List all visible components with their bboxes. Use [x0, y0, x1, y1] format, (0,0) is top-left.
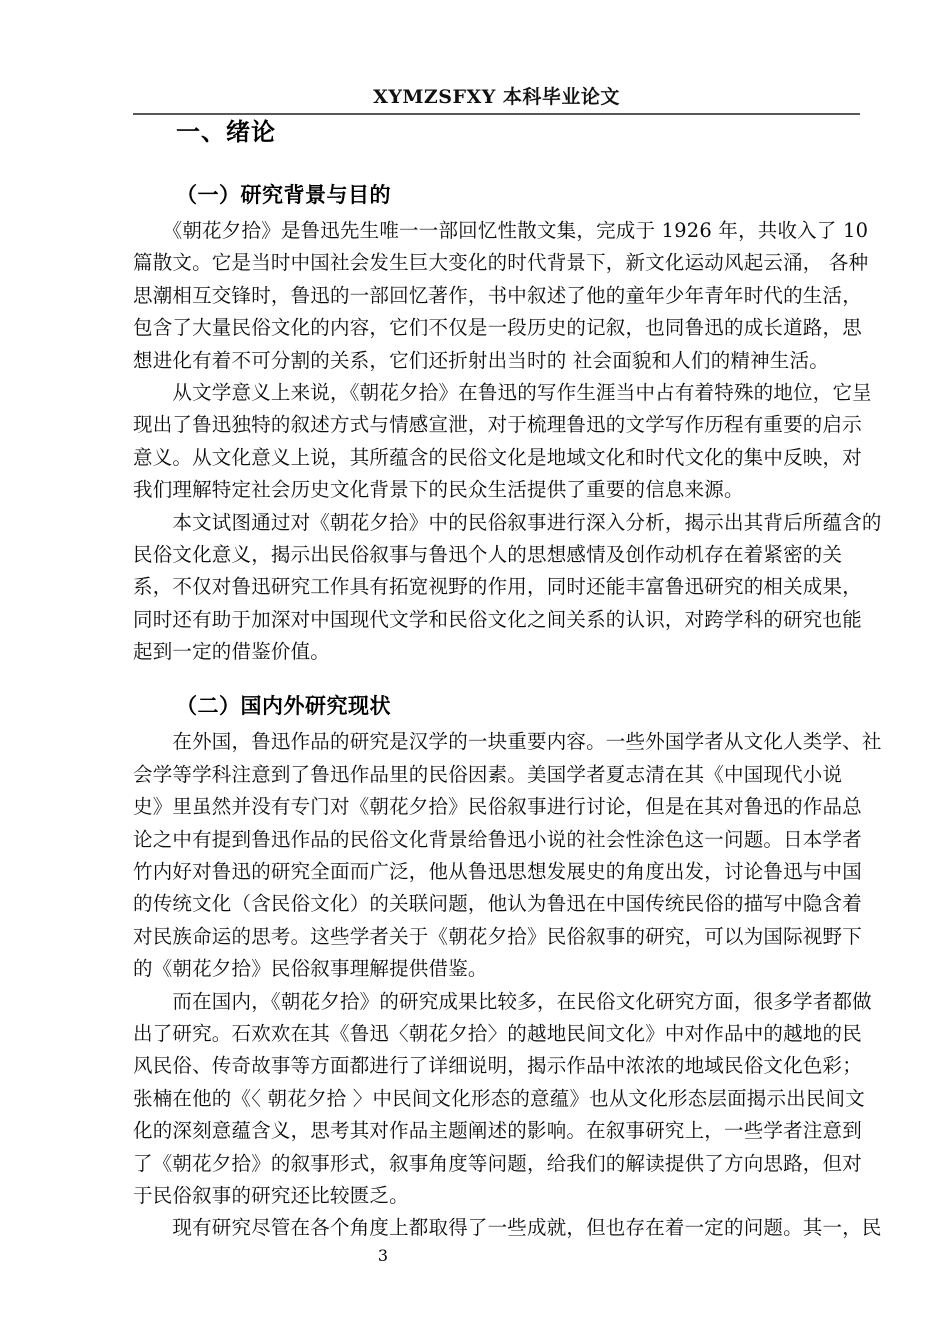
text-line: 包含了大量民俗文化的内容，它们不仅是一段历史的记叙，也同鲁迅的成长道路，思: [133, 316, 862, 340]
text-line: 现有研究尽管在各个角度上都取得了一些成就，但也存在着一定的问题。其一，民: [133, 1216, 882, 1240]
text-line: 想进化有着不可分割的关系，它们还折射出当时的 社会面貌和人们的精神生活。: [133, 348, 829, 372]
text-line: 的传统文化（含民俗文化）的关联问题，他认为鲁迅在中国传统民俗的描写中隐含着: [133, 892, 862, 916]
running-header-title: XYMZSFXY 本科毕业论文: [373, 86, 620, 108]
text-line: 了《朝花夕拾》的叙事形式，叙事角度等问题，给我们的解读提供了方向思路，但对: [133, 1151, 862, 1175]
running-header: [133, 88, 860, 115]
section-heading-1: （一）研究背景与目的: [176, 184, 391, 207]
text-line: 史》里虽然并没有专门对《朝花夕拾》民俗叙事进行讨论，但是在其对鲁迅的作品总: [133, 795, 862, 819]
chapter-heading: 一、绪论: [176, 119, 276, 146]
text-line: 而在国内，《朝花夕拾》的研究成果比较多，在民俗文化研究方面，很多学者都做: [133, 989, 872, 1013]
text-line: 同时还有助于加深对中国现代文学和民俗文化之间关系的认识，对跨学科的研究也能: [133, 607, 862, 631]
text-line: 化的深刻意蕴含义，思考其对作品主题阐述的影响。在叙事研究上，一些学者注意到: [133, 1119, 862, 1143]
paragraph-4: [133, 726, 882, 985]
page-number: 3: [377, 1246, 389, 1265]
text-line: 意义。从文化意义上说，其所蕴含的民俗文化是地域文化和时代文化的集中反映，对: [133, 445, 862, 469]
paragraph-2: [133, 377, 872, 507]
text-line: 张楠在他的《〈 朝花夕拾 〉中民间文化形态的意蕴》也从文化形态层面揭示出民间文: [133, 1086, 865, 1110]
section-heading-2: （二）国内外研究现状: [176, 695, 391, 719]
text-line: 在外国，鲁迅作品的研究是汉学的一块重要内容。一些外国学者从文化人类学、社: [133, 730, 882, 754]
text-line: 风民俗、传奇故事等方面都进行了详细说明，揭示作品中浓浓的地域民俗文化色彩；: [133, 1054, 862, 1078]
text-line: 起到一定的借鉴价值。: [133, 640, 331, 664]
paragraph-3: [133, 507, 882, 669]
text-line: 的《朝花夕拾》民俗叙事理解提供借鉴。: [133, 957, 488, 981]
document-body: [133, 170, 882, 1245]
text-line: 本文试图通过对《朝花夕拾》中的民俗叙事进行深入分析，揭示出其背后所蕴含的: [133, 510, 882, 534]
paragraph-1: [133, 215, 869, 377]
text-line: 对民族命运的思考。这些学者关于《朝花夕拾》民俗叙事的研究，可以为国际视野下: [133, 924, 862, 948]
text-line: 出了研究。石欢欢在其《鲁迅〈朝花夕拾〉的越地民间文化》中对作品中的越地的民: [133, 1021, 862, 1045]
header-divider: [133, 113, 860, 115]
text-line: 我们理解特定社会历史文化背景下的民众生活提供了重要的信息来源。: [133, 478, 744, 502]
text-line: 现出了鲁迅独特的叙述方式与情感宣泄，对于梳理鲁迅的文学写作历程有重要的启示: [133, 413, 862, 437]
text-line: 《朝花夕拾》是鲁迅先生唯一一部回忆性散文集，完成于 1926 年，共收入了 10: [133, 219, 869, 242]
text-line: 从文学意义上来说，《朝花夕拾》在鲁迅的写作生涯当中占有着特殊的地位，它呈: [133, 380, 872, 404]
text-line: 于民俗叙事的研究还比较匮乏。: [133, 1183, 409, 1207]
text-line: 篇散文。它是当时中国社会发生巨大变化的时代背景下，新文化运动风起云涌， 各种: [133, 251, 869, 275]
paragraph-5: [133, 986, 872, 1213]
paragraph-6: [133, 1212, 882, 1244]
text-line: 民俗文化意义，揭示出民俗叙事与鲁迅个人的思想感情及创作动机存在着紧密的关: [133, 542, 843, 566]
text-line: 论之中有提到鲁迅作品的民俗文化背景给鲁迅小说的社会性涂色这一问题。日本学者: [133, 827, 862, 851]
text-line: 会学等学科注意到了鲁迅作品里的民俗因素。美国学者夏志清在其《中国现代小说: [133, 762, 843, 786]
text-line: 思潮相互交锋时，鲁迅的一部回忆著作，书中叙述了他的童年少年青年时代的生活，: [133, 283, 862, 307]
text-line: 系，不仅对鲁迅研究工作具有拓宽视野的作用，同时还能丰富鲁迅研究的相关成果，: [133, 575, 862, 599]
text-line: 竹内好对鲁迅的研究全面而广泛，他从鲁迅思想发展史的角度出发，讨论鲁迅与中国: [133, 860, 862, 884]
